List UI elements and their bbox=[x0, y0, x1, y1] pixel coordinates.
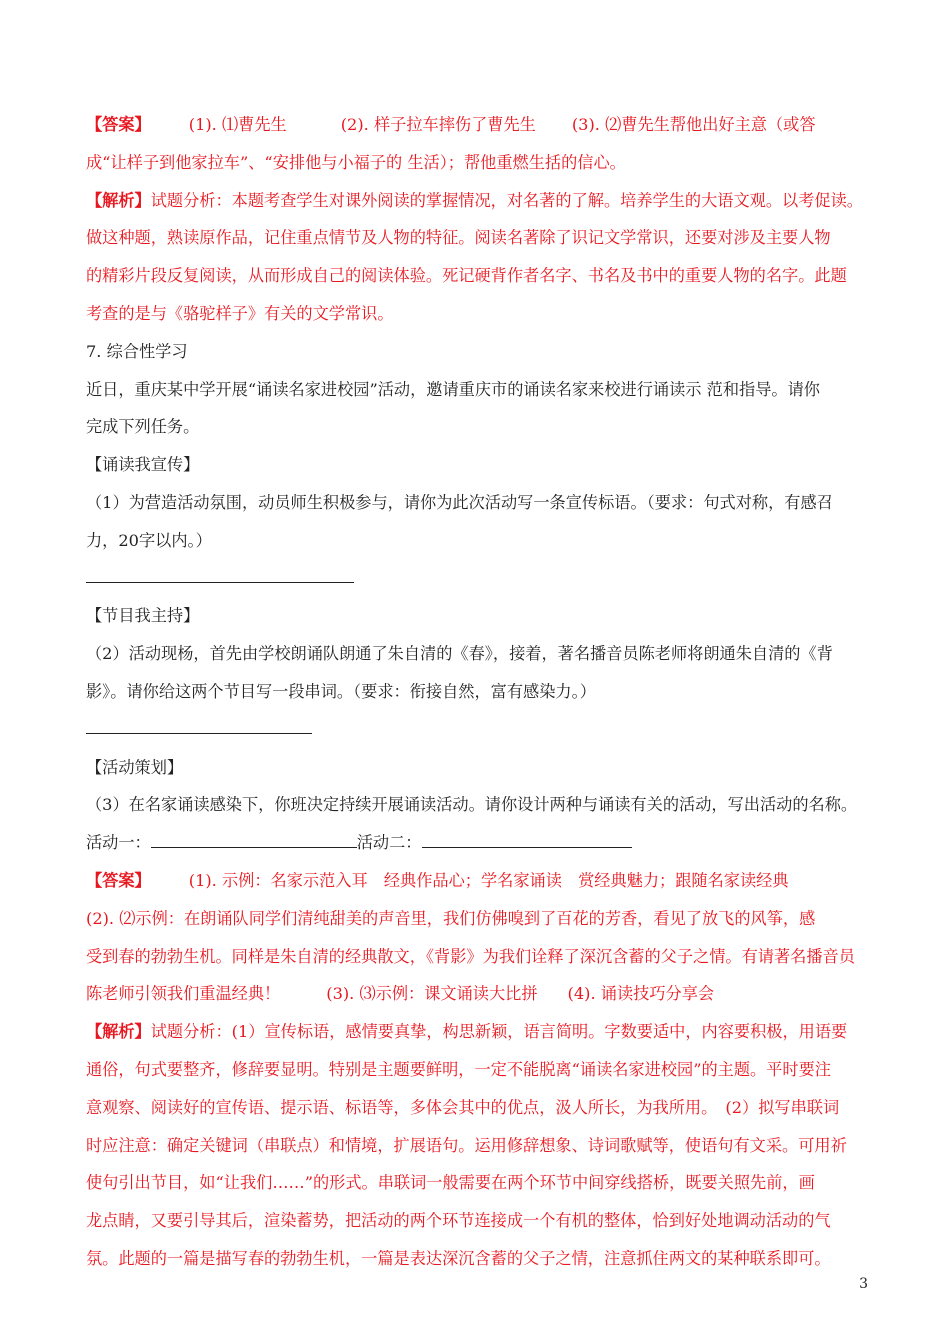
answer-2-line-3: 受到春的勃勃生机。同样是朱自清的经典散文，《背影》为我们诠释了深沉含蓄的父子之情。有请著名播音员 bbox=[86, 946, 855, 966]
answer-underline-1 bbox=[86, 582, 354, 583]
answer-1-line-2: 成“让样子到他家拉车”、“安排他与小福子的 生活）；帮他重燃生括的信心。 bbox=[86, 152, 626, 172]
answer-1-part-3: (3). ⑵曹先生帮他出好主意（或答 bbox=[571, 115, 816, 134]
section-heading-promote: 【诵读我宣传】 bbox=[86, 455, 200, 475]
analysis-1-line-2: 做这种题，熟读原作品，记住重点情节及人物的特征。阅读名著除了识记文学常识，还要对涉及主要人物 bbox=[86, 228, 831, 248]
analysis-2-line-1 bbox=[86, 1013, 874, 1051]
question-7-intro-1: 近日，重庆某中学开展“诵读名家进校园”活动，邀请重庆市的诵读名家来校进行诵读示 范和指导。请你 bbox=[86, 379, 820, 399]
answer-2-part-a: 陈老师引领我们重温经典！ bbox=[86, 984, 281, 1004]
analysis-2-line-7: 氛。此题的一篇是描写春的勃勃生机，一篇是表达深沉含蓄的父子之情，注意抓住两文的某种联系即可。 bbox=[86, 1248, 831, 1268]
answer-tag: 【答案】 bbox=[86, 870, 151, 890]
answer-2-line-1 bbox=[86, 862, 874, 900]
analysis-tag: 【解析】 bbox=[86, 190, 151, 210]
answer-1-part-2: (2). 样子拉车摔伤了曹先生 bbox=[340, 115, 536, 134]
answer-2-line-4 bbox=[86, 975, 874, 1013]
answer-blank-1 bbox=[86, 560, 874, 598]
analysis-1-line-4: 考查的是与《骆驼样子》有关的文学常识。 bbox=[86, 303, 394, 323]
answer-2-part-c: (4). 诵读技巧分享会 bbox=[567, 984, 715, 1004]
analysis-tag: 【解析】 bbox=[86, 1022, 151, 1042]
answer-1-line-1 bbox=[86, 106, 874, 144]
activity-2-label: 活动二： bbox=[356, 833, 422, 853]
page-number: 3 bbox=[859, 1276, 868, 1292]
analysis-2-text-1: 试题分析：(1）宣传标语，感情要真挚，构思新颖，语言简明。字数要适中，内容要积极，用语要 bbox=[150, 1022, 848, 1042]
section-heading-host: 【节目我主持】 bbox=[86, 606, 200, 626]
question-1-line-2: 力，20字以内。） bbox=[86, 530, 212, 550]
analysis-2-line-2: 通俗，句式要整齐，修辞要显明。特别是主题要鲜明，一定不能脱离“诵读名家进校园”的主题。平时要注 bbox=[86, 1059, 831, 1079]
activity-1-blank bbox=[151, 829, 357, 848]
question-3-activities bbox=[86, 824, 874, 862]
question-2-line-1: （2）活动现杨，首先由学校朗诵队朗通了朱自清的《春》，接着，著名播音员陈老师将朗通朱自清的《背 bbox=[86, 644, 833, 664]
activity-2-blank bbox=[422, 829, 632, 848]
section-heading-plan: 【活动策划】 bbox=[86, 757, 184, 777]
answer-tag: 【答案】 bbox=[86, 115, 151, 134]
analysis-1-line-1 bbox=[86, 182, 874, 220]
question-7-title: 7. 综合性学习 bbox=[86, 341, 188, 361]
answer-1-part-1: (1). ⑴曹先生 bbox=[188, 115, 287, 134]
answer-2-part-b: (3). ⑶示例：课文诵读大比拼 bbox=[326, 984, 538, 1004]
answer-underline-2 bbox=[86, 733, 312, 734]
answer-blank-2 bbox=[86, 711, 874, 749]
analysis-2-line-4: 时应注意：确定关键词（串联点）和情境，扩展语句。运用修辞想象、诗词歌赋等，使语句有文采。可用祈 bbox=[86, 1135, 847, 1155]
document-body bbox=[86, 106, 874, 1278]
analysis-1-text-1: 试题分析：本题考查学生对课外阅读的掌握情况，对名著的了解。培养学生的大语文观。以考促读。 bbox=[150, 190, 863, 210]
analysis-2-line-6: 龙点睛，又要引导其后，渲染蓄势，把活动的两个环节连接成一个有机的整体，恰到好处地调动活动的气 bbox=[86, 1211, 831, 1231]
answer-2-line-2: (2). ⑵示例：在朗诵队同学们清纯甜美的声音里，我们仿佛嗅到了百花的芳香，看见了放飞的风筝，感 bbox=[86, 908, 816, 928]
question-3-line-1: （3）在名家诵读感染下，你班决定持续开展诵读活动。请你设计两种与诵读有关的活动，写出活动的名称。 bbox=[86, 795, 858, 815]
question-1-line-1: （1）为营造活动氛围，动员师生积极参与，请你为此次活动写一条宣传标语。（要求：句式对称，有感召 bbox=[86, 492, 833, 512]
answer-2-text-1: (1). 示例：名家示范入耳 经典作品心；学名家诵读 赏经典魅力；跟随名家读经典 bbox=[188, 870, 789, 890]
analysis-1-line-3: 的精彩片段反复阅读，从而形成自己的阅读体验。死记硬背作者名字、书名及书中的重要人物的名字。此题 bbox=[86, 266, 847, 286]
analysis-2-line-5: 使句引出节目，如“让我们……”的形式。串联词一般需要在两个环节中间穿线搭桥，既要关照先前，画 bbox=[86, 1173, 815, 1193]
activity-1-label: 活动一： bbox=[86, 833, 151, 853]
question-2-line-2: 影》。请你给这两个节目写一段串词。（要求：衔接自然，富有感染力。） bbox=[86, 681, 596, 701]
analysis-2-line-3: 意观察、阅读好的宣传语、提示语、标语等，多体会其中的优点，汲人所长，为我所用。 (2）拟写串联词 bbox=[86, 1097, 840, 1117]
question-7-intro-2: 完成下列任务。 bbox=[86, 417, 200, 437]
